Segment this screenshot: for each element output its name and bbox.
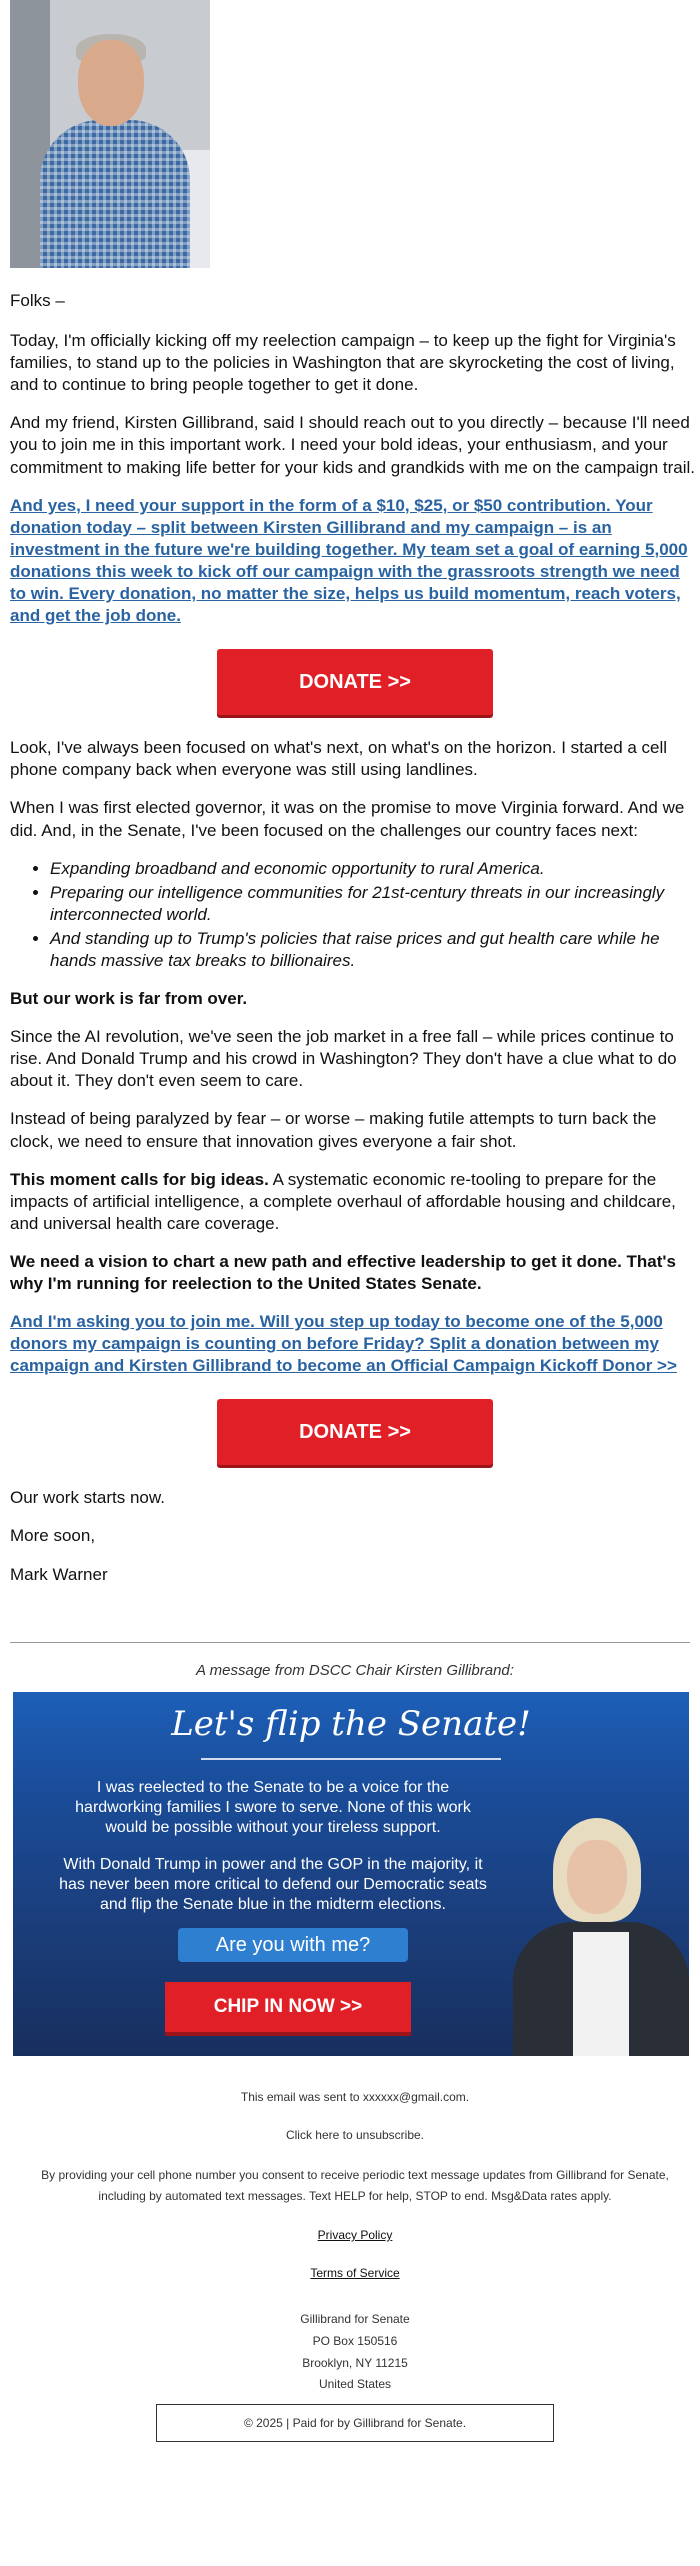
signature: Mark Warner bbox=[10, 1564, 108, 1584]
donation-appeal-link[interactable]: And yes, I need your support in the form of a $10, $25, or $50 contribution. Your donation today – split between Kirsten Gillibrand and my campaign – is an investment in the future we're building together. My team set a goal of earning 5,000 donations this week to kick off our campaign with the grassroots strength we need to win. Every donation, no matter the size, helps us build momentum, reach voters, and get the job done. bbox=[10, 495, 688, 626]
unsubscribe-link[interactable]: Click here to unsubscribe. bbox=[285, 2127, 425, 2142]
dscc-intro: A message from DSCC Chair Kirsten Gillibrand: bbox=[196, 1661, 514, 1679]
greeting: Folks – bbox=[10, 291, 65, 310]
paragraph-4: When I was first elected governor, it was on the promise to move Virginia forward. And we did. And, in the Senate, I've been focused on the challenges our country faces next: bbox=[10, 798, 685, 840]
flip-senate-banner[interactable] bbox=[13, 1692, 689, 2056]
paragraph-6: Since the AI revolution, we've seen the job market in a free fall – while prices continue to rise. And Donald Trump and his crowd in Washington? They don't have a clue what to do about it. They don't even seem to care. bbox=[10, 1027, 677, 1091]
title-underline bbox=[201, 1758, 501, 1760]
city-line: Brooklyn, NY 11215 bbox=[302, 2355, 408, 2370]
list-item: • Expanding broadband and economic opportunity to rural America. bbox=[50, 858, 700, 880]
paragraph-8 bbox=[10, 1169, 700, 1235]
sent-to-text: This email was sent to xxxxxx@gmail.com. bbox=[240, 2090, 470, 2105]
paragraph-7: Instead of being paralyzed by fear – or worse – making futile attempts to turn back the clock, we need to ensure that innovation gives everyone a fair shot. bbox=[10, 1109, 657, 1151]
mailing-address bbox=[10, 2309, 700, 2395]
issues-list bbox=[10, 858, 700, 972]
candidate-photo bbox=[10, 0, 210, 268]
kickoff-donor-link[interactable]: And I'm asking you to join me. Will you step up today to become one of the 5,000 donors my campaign is counting on before Friday? Split a donation between my campaign and Kirsten Gillibrand to become an Official Campaign Kickoff Donor >> bbox=[10, 1312, 677, 1376]
list-item: • And standing up to Trump's policies that raise prices and gut health care while he hands massive tax breaks to billionaires. bbox=[50, 928, 700, 972]
paragraph-8-rest: A systematic economic re-tooling to prepare for the impacts of artificial intelligence, a complete overhaul of affordable housing and childcare, and universal health care coverage. bbox=[10, 1169, 676, 1233]
sms-consent-text: By providing your cell phone number you consent to receive periodic text message updates from Gillibrand for Senate, including by automated text messages. Text HELP for help, STOP to end. Msg&Data rates apply. bbox=[41, 2168, 669, 2203]
paragraph-1: Today, I'm officially kicking off my reelection campaign – to keep up the fight for Virginia's families, to stand up to the policies in Washington that are skyrocketing the cost of living, and to continue to bring people together to get it done. bbox=[10, 331, 676, 395]
chip-in-button[interactable]: CHIP IN NOW >> bbox=[165, 1982, 411, 2032]
po-box: PO Box 150516 bbox=[312, 2333, 398, 2348]
paragraph-10: Our work starts now. bbox=[10, 1488, 165, 1508]
divider bbox=[10, 1642, 690, 1643]
gillibrand-portrait bbox=[503, 1802, 689, 2056]
donate-button-2[interactable]: DONATE >> bbox=[217, 1399, 493, 1465]
paragraph-8-lead: This moment calls for big ideas. bbox=[10, 1169, 269, 1189]
paid-for-disclaimer: © 2025 | Paid for by Gillibrand for Senate. bbox=[156, 2404, 554, 2442]
terms-of-service-link[interactable]: Terms of Service bbox=[310, 2265, 400, 2280]
country: United States bbox=[318, 2377, 392, 2392]
paragraph-5: But our work is far from over. bbox=[10, 989, 248, 1009]
paragraph-3: Look, I've always been focused on what's next, on what's on the horizon. I started a cell phone company back when everyone was still using landlines. bbox=[10, 738, 668, 780]
privacy-policy-link[interactable]: Privacy Policy bbox=[317, 2228, 393, 2243]
footer bbox=[10, 2090, 700, 2442]
banner-text-1: I was reelected to the Senate to be a voice for the hardworking families I swore to serve. None of this work would be possible without your tireless support. bbox=[75, 1779, 471, 1837]
sign-off: More soon, bbox=[10, 1526, 96, 1546]
donate-button[interactable]: DONATE >> bbox=[217, 649, 493, 715]
list-item: • Preparing our intelligence communities for 21st-century threats in our increasingly interconnected world. bbox=[50, 882, 700, 926]
banner-text-2: With Donald Trump in power and the GOP in the majority, it has never been more critical to defend our Democratic seats and flip the Senate blue in the midterm elections. bbox=[59, 1856, 487, 1914]
are-you-with-me-label: Are you with me? bbox=[178, 1928, 408, 1962]
paragraph-2: And my friend, Kirsten Gillibrand, said I should reach out to you directly – because I'll need you to join me in this important work. I need your bold ideas, your enthusiasm, and your commitment to making life better for your kids and grandkids with me on the campaign trail. bbox=[10, 413, 696, 477]
org-name: Gillibrand for Senate bbox=[300, 2312, 410, 2327]
banner-title: Let's flip the Senate! bbox=[171, 1704, 531, 1745]
paragraph-9: We need a vision to chart a new path and effective leadership to get it done. That's why I'm running for reelection to the United States Senate. bbox=[10, 1251, 676, 1293]
